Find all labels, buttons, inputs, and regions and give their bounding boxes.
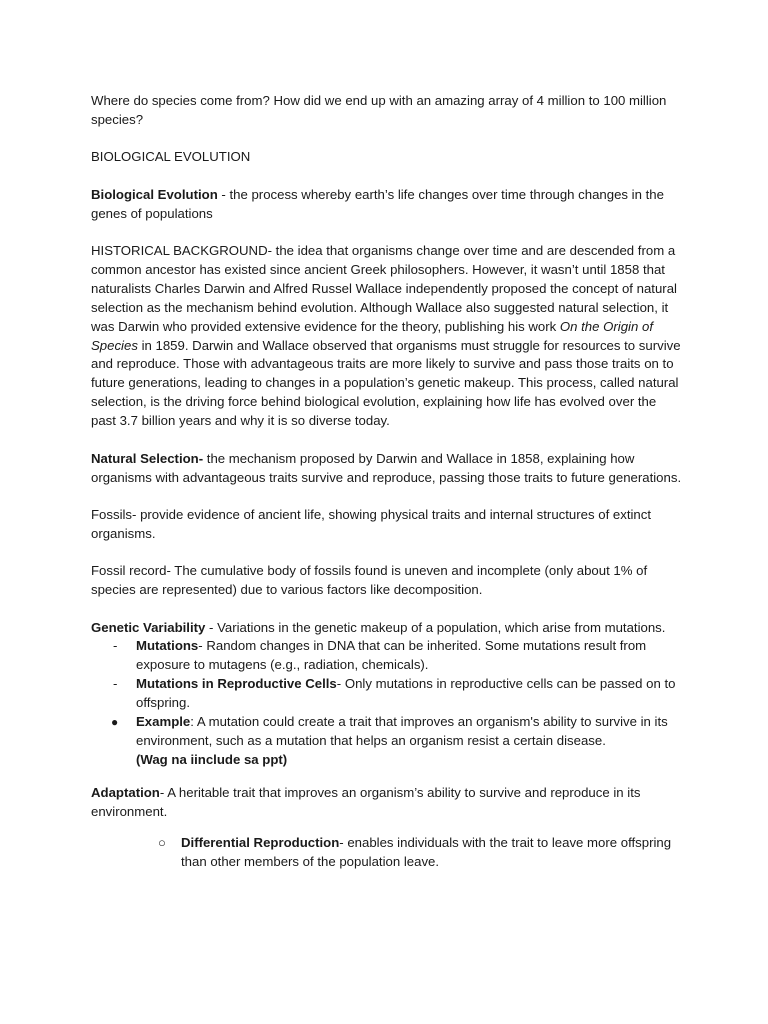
bio-evolution-term: Biological Evolution	[91, 186, 218, 202]
list-item-mutations	[91, 637, 684, 675]
genetic-variability-paragraph	[91, 619, 684, 638]
natural-selection-definition: the mechanism proposed by Darwin and Wallace in 1858, explaining how organisms with advantageous traits survive and reproduce, passing those traits to future generations.	[91, 450, 682, 485]
list-item-reproductive-mutations	[91, 675, 684, 713]
historical-text-after: in 1859. Darwin and Wallace observed that organisms must struggle for resources to survive and reproduce. Those with advantageous traits are more likely to survive and pass those traits on to future generations, leading to changes in a population’s genetic makeup. This process, called natural selection, is the driving force behind biological evolution, explaining how life has evolved over the past 3.7 billion years and why it is so diverse today.	[91, 337, 681, 429]
example-text: : A mutation could create a trait that improves an organism's ability to survive in its environment, such as a mutation that helps an organism resist a certain disease.	[136, 714, 668, 748]
book-title: On the Origin of Species	[91, 318, 653, 353]
genetic-variability-term: Genetic Variability	[91, 619, 206, 635]
dash-marker: -	[113, 676, 118, 692]
adaptation-term: Adaptation	[91, 784, 160, 800]
section-heading: BIOLOGICAL EVOLUTION	[91, 149, 251, 165]
list-item-example	[91, 713, 684, 770]
bullet-marker: ●	[111, 715, 119, 730]
reproductive-mutations-term: Mutations in Reproductive Cells	[136, 676, 337, 692]
adaptation-definition: - A heritable trait that improves an organism’s ability to survive and reproduce in its environment.	[91, 784, 641, 819]
adaptation-paragraph	[91, 784, 684, 822]
example-note: (Wag na iinclude sa ppt)	[136, 751, 288, 767]
historical-text-before: HISTORICAL BACKGROUND- the idea that organisms change over time and are descended from a common ancestor has existed since ancient Greek philosophers. However, it wasn’t until 1858 that naturalists Charles Darwin and Alfred Russel Wallace independently proposed the concept of natural selection as the mechanism behind evolution. Although Wallace also suggested natural selection, it was Darwin who provided extensive evidence for the theory, publishing his work	[91, 243, 677, 334]
circle-marker: ○	[158, 834, 166, 850]
dash-marker: -	[113, 638, 118, 654]
genetic-variability-definition: - Variations in the genetic makeup of a population, which arise from mutations.	[205, 619, 666, 635]
natural-selection-paragraph	[91, 450, 684, 488]
fossil-record-paragraph: Fossil record- The cumulative body of fossils found is uneven and incomplete (only about 1% of species are represented) due to various factors like decomposition.	[91, 563, 648, 598]
example-term: Example	[136, 714, 191, 730]
fossils-paragraph: Fossils- provide evidence of ancient life, showing physical traits and internal structures of extinct organisms.	[91, 506, 652, 541]
natural-selection-term: Natural Selection-	[91, 450, 204, 466]
bio-evolution-definition: - the process whereby earth’s life changes over time through changes in the genes of populations	[91, 186, 664, 221]
bio-evolution-paragraph	[91, 186, 684, 224]
reproductive-mutations-text: - Only mutations in reproductive cells can be passed on to offspring.	[136, 676, 676, 711]
differential-reproduction-text: - enables individuals with the trait to leave more offspring than other members of the population leave.	[181, 834, 672, 869]
mutations-term: Mutations	[136, 638, 199, 654]
historical-paragraph	[91, 242, 684, 431]
intro-paragraph: Where do species come from? How did we end up with an amazing array of 4 million to 100 million species?	[91, 93, 667, 127]
list-item-differential-reproduction	[91, 834, 684, 872]
genetic-variability-section	[91, 619, 684, 770]
mutations-text: - Random changes in DNA that can be inherited. Some mutations result from exposure to mutagens (e.g., radiation, chemicals).	[136, 638, 647, 673]
differential-reproduction-term: Differential Reproduction	[181, 834, 340, 850]
